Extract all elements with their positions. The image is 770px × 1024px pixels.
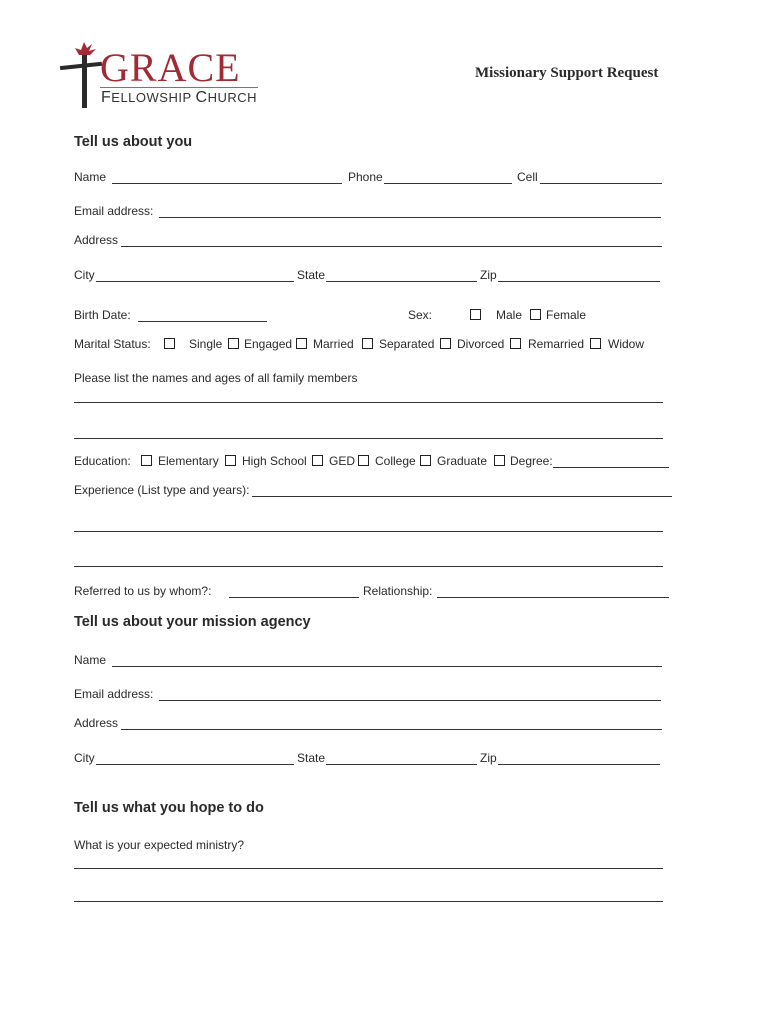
degree-label: Degree: [510,454,553,468]
cell-field[interactable] [540,183,662,184]
ged-label: GED [329,454,356,468]
section-heading-agency: Tell us about your mission agency [74,614,311,630]
address-field[interactable] [121,246,662,247]
logo-title: GRACE [100,45,241,90]
single-label: Single [189,337,223,351]
engaged-label: Engaged [244,337,293,351]
agency-state-field[interactable] [326,764,477,765]
referred-label: Referred to us by whom?: [74,584,212,598]
married-checkbox[interactable] [296,338,307,349]
email-field[interactable] [159,217,661,218]
experience-line-3[interactable] [74,566,663,567]
experience-label: Experience (List type and years): [74,483,250,497]
agency-zip-label: Zip [480,751,497,765]
degree-field[interactable] [553,467,669,468]
agency-city-label: City [74,751,95,765]
separated-label: Separated [379,337,435,351]
zip-field[interactable] [498,281,660,282]
cell-label: Cell [517,170,538,184]
elementary-checkbox[interactable] [141,455,152,466]
education-label: Education: [74,454,131,468]
agency-city-field[interactable] [96,764,294,765]
birth-date-field[interactable] [138,321,267,322]
graduate-label: Graduate [437,454,488,468]
church-logo [58,40,268,110]
section-heading-about-you: Tell us about you [74,134,193,150]
degree-checkbox[interactable] [494,455,505,466]
zip-label: Zip [480,268,497,282]
agency-email-field[interactable] [159,700,661,701]
logo-subtitle: FELLOWSHIP CHURCH [101,89,258,106]
agency-zip-field[interactable] [498,764,660,765]
agency-state-label: State [297,751,326,765]
relationship-field[interactable] [437,597,669,598]
name-field[interactable] [112,183,342,184]
ministry-line-2[interactable] [74,901,663,902]
document-title: Missionary Support Request [475,65,659,81]
remarried-label: Remarried [528,337,585,351]
remarried-checkbox[interactable] [510,338,521,349]
female-label: Female [546,308,587,322]
college-label: College [375,454,416,468]
city-field[interactable] [96,281,294,282]
widow-label: Widow [608,337,645,351]
address-label: Address [74,233,119,247]
email-label: Email address: [74,204,154,218]
college-checkbox[interactable] [358,455,369,466]
experience-field[interactable] [252,496,672,497]
male-checkbox[interactable] [470,309,481,320]
high-school-checkbox[interactable] [225,455,236,466]
elementary-label: Elementary [158,454,219,468]
divorced-label: Divorced [457,337,505,351]
birth-date-label: Birth Date: [74,308,131,322]
family-members-label: Please list the names and ages of all family members [74,371,358,385]
section-heading-hope: Tell us what you hope to do [74,800,264,816]
widow-checkbox[interactable] [590,338,601,349]
graduate-checkbox[interactable] [420,455,431,466]
separated-checkbox[interactable] [362,338,373,349]
male-label: Male [496,308,523,322]
phone-label: Phone [348,170,383,184]
agency-email-label: Email address: [74,687,154,701]
family-members-line-1[interactable] [74,402,663,403]
agency-address-label: Address [74,716,119,730]
experience-line-2[interactable] [74,531,663,532]
female-checkbox[interactable] [530,309,541,320]
agency-name-label: Name [74,653,107,667]
state-label: State [297,268,326,282]
name-label: Name [74,170,107,184]
agency-name-field[interactable] [112,666,662,667]
state-field[interactable] [326,281,477,282]
ministry-line-1[interactable] [74,868,663,869]
engaged-checkbox[interactable] [228,338,239,349]
family-members-line-2[interactable] [74,438,663,439]
agency-address-field[interactable] [121,729,662,730]
marital-status-label: Marital Status: [74,337,151,351]
single-checkbox[interactable] [164,338,175,349]
phone-field[interactable] [384,183,512,184]
sex-label: Sex: [408,308,433,322]
cross-flame-icon [58,40,102,110]
ged-checkbox[interactable] [312,455,323,466]
high-school-label: High School [242,454,307,468]
ministry-label: What is your expected ministry? [74,838,245,852]
city-label: City [74,268,95,282]
referred-field[interactable] [229,597,359,598]
married-label: Married [313,337,354,351]
relationship-label: Relationship: [363,584,433,598]
logo-rule [100,87,258,88]
divorced-checkbox[interactable] [440,338,451,349]
